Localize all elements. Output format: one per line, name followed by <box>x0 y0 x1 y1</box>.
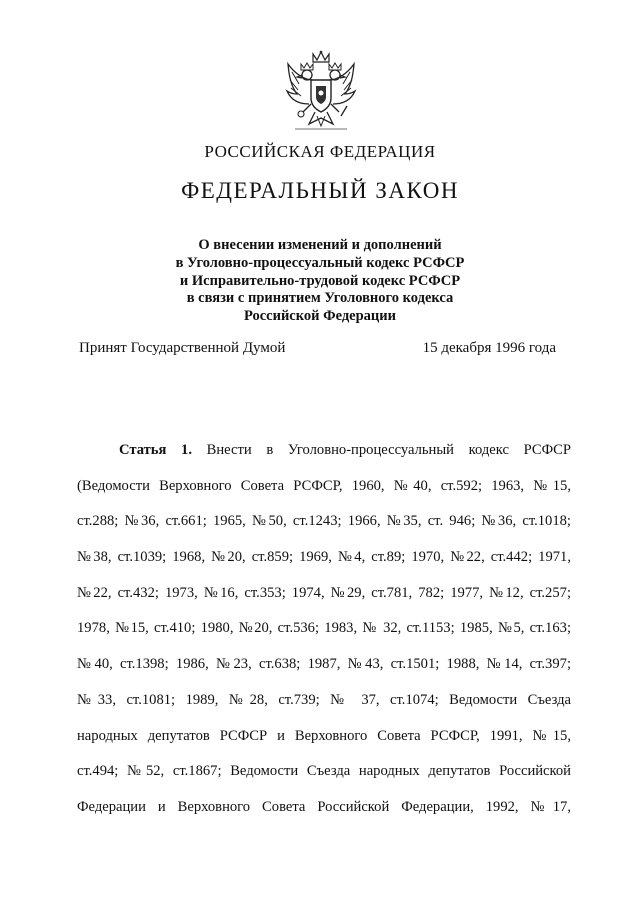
body-line: №22, ст.432; 1973, №16, ст.353; 1974, №29, ст.781, 782; 1977, №12, ст.257; <box>77 584 571 601</box>
law-title-line: в связи с принятием Уголовного кодекса <box>186 290 454 307</box>
adoption-line <box>79 340 556 357</box>
body-line: ст.494; №52, ст.1867; Ведомости Съезда народных депутатов Российской <box>77 763 571 780</box>
law-title <box>0 237 640 326</box>
body-line: №33, ст.1081; 1989, №28, ст.739; № 37, ст.1074; Ведомости Съезда <box>77 691 571 708</box>
law-title-line: О внесении изменений и дополнений <box>198 237 442 253</box>
body-line: (Ведомости Верховного Совета РСФСР, 1960, №40, ст.592; 1963, №15, <box>77 477 571 494</box>
double-headed-eagle-emblem-icon <box>283 50 359 130</box>
law-title-line: и Исправительно-трудовой кодекс РСФСР <box>179 272 461 289</box>
law-title-line: в Уголовно-процессуальный кодекс РСФСР <box>175 254 465 271</box>
article-1-text <box>77 440 571 833</box>
document-type-heading: ФЕДЕРАЛЬНЫЙ ЗАКОН <box>181 178 459 203</box>
body-line: народных депутатов РСФСР и Верховного Совета РСФСР, 1991, №15, <box>77 727 571 744</box>
body-line: №40, ст.1398; 1986, №23, ст.638; 1987, №43, ст.1501; 1988, №14, ст.397; <box>77 656 571 673</box>
article-label: Статья 1. <box>119 442 192 458</box>
body-line: ст.288; №36, ст.661; 1965, №50, ст.1243; 1966, №35, ст. 946; №36, ст.1018; <box>77 513 571 530</box>
article-first-line-text: Внести в Уголовно-процессуальный кодекс РСФСР <box>206 442 571 458</box>
body-line: Федерации и Верховного Совета Российской Федерации, 1992, №17, <box>77 798 571 815</box>
country-heading: РОССИЙСКАЯ ФЕДЕРАЦИЯ <box>204 142 436 161</box>
body-line: 1978, №15, ст.410; 1980, №20, ст.536; 1983, № 32, ст.1153; 1985, №5, ст.163; <box>77 620 571 637</box>
law-title-line: Российской Федерации <box>243 308 396 325</box>
body-line: №38, ст.1039; 1968, №20, ст.859; 1969, №4, ст.89; 1970, №22, ст.442; 1971, <box>77 549 571 566</box>
adoption-date: 15 декабря 1996 года <box>422 340 556 356</box>
article-first-line <box>77 440 571 476</box>
adopted-by-label: Принят Государственной Думой <box>79 340 286 356</box>
